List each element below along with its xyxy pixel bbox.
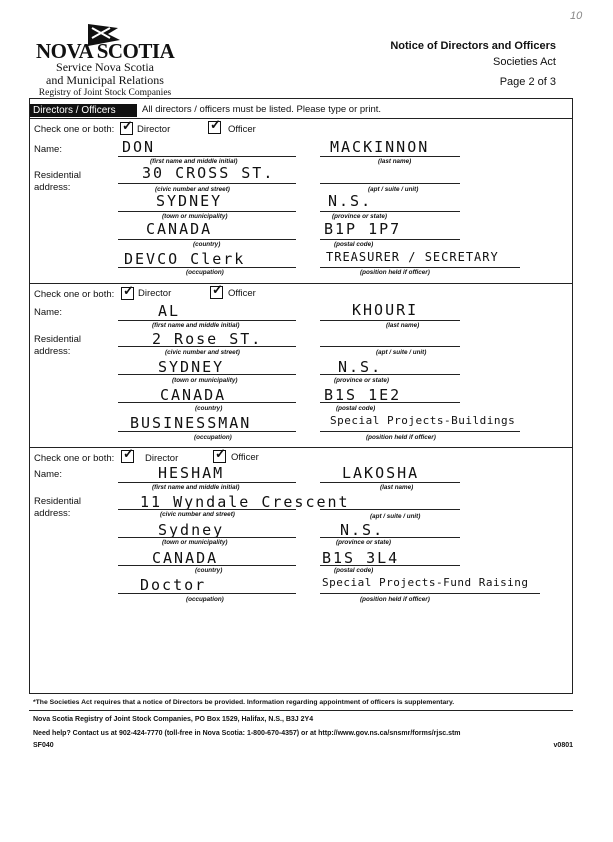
town-caption: (town or municipality): [172, 377, 238, 384]
position-value[interactable]: TREASURER / SECRETARY: [326, 250, 499, 264]
last-name-line: [320, 156, 460, 157]
header-divider: [29, 118, 573, 119]
check-mark: ✓: [215, 446, 226, 461]
position-line: [320, 267, 520, 268]
occupation-line: [118, 431, 296, 432]
instruction-text: All directors / officers must be listed. Please type or print.: [142, 104, 382, 115]
postal-caption: (postal code): [334, 241, 374, 248]
occupation-caption: (occupation): [186, 269, 224, 276]
postal-caption: (postal code): [336, 405, 376, 412]
position-caption: (position held if officer): [360, 269, 430, 276]
check-mark: ✓: [212, 282, 223, 297]
nova-scotia-logo: [36, 22, 176, 62]
name-label: Name:: [34, 469, 62, 480]
check-mark: ✓: [122, 118, 133, 133]
form-version: v0801: [553, 742, 573, 749]
entry-divider: [29, 447, 573, 448]
officer-checkbox[interactable]: [213, 446, 226, 463]
position-line: [320, 431, 520, 432]
page-of: Page 2 of 3: [499, 76, 556, 88]
position-caption: (position held if officer): [366, 434, 436, 441]
apt-caption: (apt / suite / unit): [368, 186, 419, 193]
officer-label: Officer: [228, 124, 256, 135]
town-line: [118, 374, 296, 375]
province-value[interactable]: N.S.: [340, 521, 385, 539]
town-line: [118, 537, 296, 538]
town-line: [118, 211, 296, 212]
first-name-value[interactable]: DON: [122, 138, 156, 156]
first-name-value[interactable]: HESHAM: [158, 464, 225, 482]
occupation-caption: (occupation): [186, 596, 224, 603]
name-label: Name:: [34, 307, 62, 318]
agency-line-1: Service Nova Scotia: [56, 60, 154, 74]
town-value[interactable]: Sydney: [158, 521, 225, 539]
section-tab: Directors / Officers: [30, 104, 137, 117]
form-title: Notice of Directors and Officers: [390, 40, 556, 52]
director-checkbox[interactable]: [120, 118, 133, 135]
residential-label: Residential: [34, 334, 81, 345]
agency-line-3: Registry of Joint Stock Companies: [38, 88, 172, 98]
first-name-caption: (first name and middle initial): [152, 484, 240, 491]
position-value[interactable]: Special Projects-Buildings: [330, 414, 516, 427]
apt-line: [320, 183, 460, 184]
director-checkbox[interactable]: [121, 283, 134, 300]
postal-caption: (postal code): [334, 567, 374, 574]
town-value[interactable]: SYDNEY: [158, 358, 225, 376]
director-label: Director: [145, 453, 179, 464]
address-label: address:: [34, 346, 71, 357]
postal-line: [320, 565, 460, 566]
agency-name: [30, 61, 180, 99]
occupation-value[interactable]: DEVCO Clerk: [124, 250, 246, 268]
check-mark: ✓: [123, 283, 134, 298]
apt-caption: (apt / suite / unit): [370, 513, 421, 520]
officer-checkbox[interactable]: [208, 117, 221, 134]
first-name-line: [118, 156, 296, 157]
postal-value[interactable]: B1S 1E2: [324, 386, 402, 404]
residential-label: Residential: [34, 170, 81, 181]
name-label: Name:: [34, 144, 62, 155]
civic-line: [118, 509, 296, 510]
check-one-label: Check one or both:: [34, 289, 115, 300]
first-name-caption: (first name and middle initial): [150, 158, 238, 165]
province-caption: (province or state): [336, 539, 391, 546]
postal-value[interactable]: B1S 3L4: [322, 549, 400, 567]
last-name-caption: (last name): [378, 158, 412, 165]
footnote-divider: [29, 710, 573, 711]
town-value[interactable]: SYDNEY: [156, 192, 223, 210]
province-caption: (province or state): [334, 377, 389, 384]
check-one-label: Check one or both:: [34, 453, 115, 464]
first-name-caption: (first name and middle initial): [152, 322, 240, 329]
apt-caption: (apt / suite / unit): [376, 349, 427, 356]
last-name-line: [320, 482, 460, 483]
country-caption: (country): [193, 241, 221, 248]
check-one-label: Check one or both:: [34, 124, 115, 135]
residential-label: Residential: [34, 496, 81, 507]
first-name-value[interactable]: AL: [158, 302, 181, 320]
position-caption: (position held if officer): [360, 596, 430, 603]
apt-line: [320, 509, 460, 510]
country-value[interactable]: CANADA: [152, 549, 219, 567]
last-name-value[interactable]: LAKOSHA: [342, 464, 420, 482]
country-line: [118, 239, 296, 240]
town-caption: (town or municipality): [162, 539, 228, 546]
agency-line-2: and Municipal Relations: [46, 73, 164, 87]
officer-checkbox[interactable]: [210, 282, 223, 299]
postal-value[interactable]: B1P 1P7: [324, 220, 402, 238]
town-caption: (town or municipality): [162, 213, 228, 220]
form-body: [29, 98, 573, 694]
last-name-caption: (last name): [386, 322, 420, 329]
occupation-line: [118, 267, 296, 268]
province-caption: (province or state): [332, 213, 387, 220]
province-value[interactable]: N.S.: [338, 358, 383, 376]
occupation-value[interactable]: BUSINESSMAN: [130, 414, 252, 432]
last-name-line: [320, 320, 460, 321]
province-line: [320, 211, 460, 212]
entry-divider: [29, 283, 573, 284]
last-name-caption: (last name): [380, 484, 414, 491]
position-line: [320, 593, 540, 594]
footnote: *The Societies Act requires that a notice of Directors be provided. Information regarding appointment of officers is supplementary.: [33, 699, 455, 706]
position-value[interactable]: Special Projects-Fund Raising: [322, 576, 529, 589]
country-value[interactable]: CANADA: [146, 220, 213, 238]
form-title-block: [390, 38, 556, 90]
civic-line: [118, 346, 296, 347]
civic-caption: (civic number and street): [155, 186, 230, 193]
address-label: address:: [34, 182, 71, 193]
address-label: address:: [34, 508, 71, 519]
country-value[interactable]: CANADA: [160, 386, 227, 404]
officer-label: Officer: [228, 288, 256, 299]
director-label: Director: [138, 288, 172, 299]
form-act: Societies Act: [493, 56, 556, 68]
postal-line: [320, 402, 460, 403]
first-name-line: [118, 482, 296, 483]
country-caption: (country): [195, 567, 223, 574]
occupation-line: [118, 593, 296, 594]
apt-line: [320, 346, 460, 347]
civic-value[interactable]: 11 Wyndale Crescent: [140, 493, 350, 511]
occupation-value[interactable]: Doctor: [140, 576, 207, 594]
postal-line: [320, 239, 460, 240]
check-mark: ✓: [210, 117, 221, 132]
country-line: [118, 565, 296, 566]
check-mark: ✓: [123, 446, 134, 461]
civic-line: [118, 183, 296, 184]
province-value[interactable]: N.S.: [328, 192, 373, 210]
last-name-value[interactable]: KHOURI: [352, 301, 419, 319]
country-caption: (country): [195, 405, 223, 412]
civic-caption: (civic number and street): [160, 511, 235, 518]
director-checkbox[interactable]: [121, 446, 134, 463]
country-line: [118, 402, 296, 403]
page-number-mark: 10: [570, 10, 583, 22]
civic-value[interactable]: 2 Rose ST.: [152, 330, 263, 348]
province-line: [320, 537, 460, 538]
first-name-line: [118, 320, 296, 321]
last-name-value[interactable]: MACKINNON: [330, 138, 430, 156]
logo-text: NOVA SCOTIA: [36, 39, 175, 63]
footer-address: Nova Scotia Registry of Joint Stock Companies, PO Box 1529, Halifax, N.S., B3J 2Y4: [33, 716, 314, 723]
director-label: Director: [137, 124, 171, 135]
occupation-caption: (occupation): [194, 434, 232, 441]
footer-help: Need help? Contact us at 902-424-7770 (toll-free in Nova Scotia: 1-800-670-4357) or at http://www.gov.ns.ca/snsmr/forms/rjsc.stm: [33, 730, 461, 737]
province-line: [320, 374, 460, 375]
civic-caption: (civic number and street): [165, 349, 240, 356]
officer-label: Officer: [231, 452, 259, 463]
civic-value[interactable]: 30 CROSS ST.: [142, 164, 275, 182]
form-code: SF040: [33, 742, 54, 749]
